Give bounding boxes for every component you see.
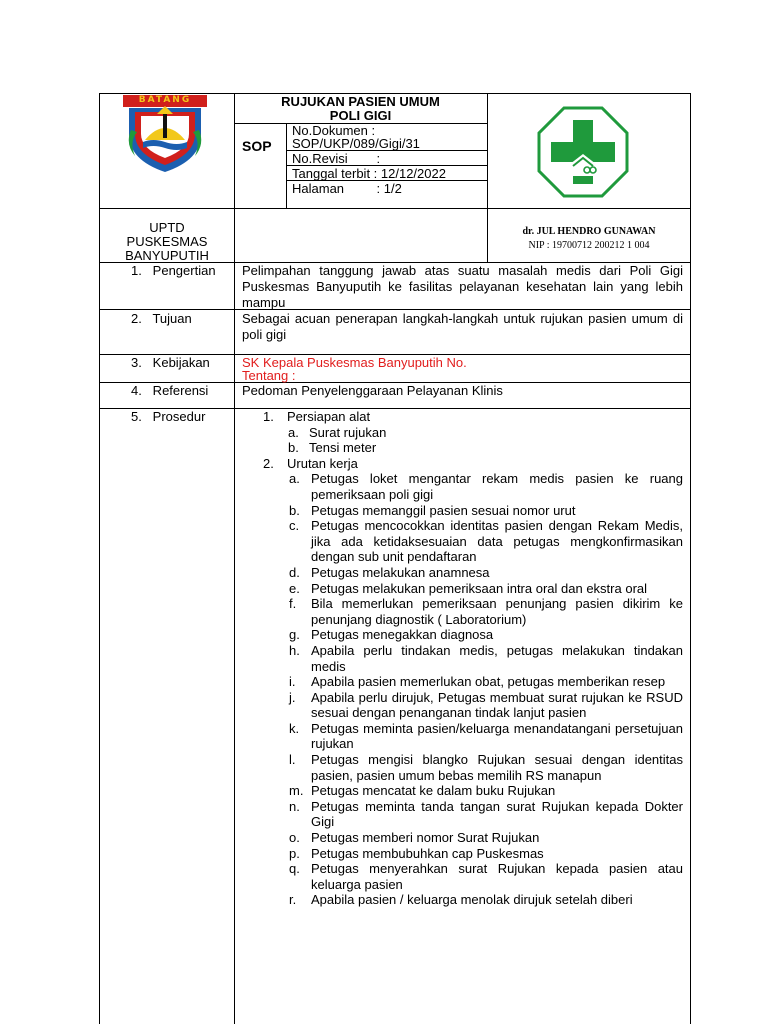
sub-item-text: Petugas mengisi blangko Rujukan sesuai dengan identitas pasien, pasien umum bebas memilih RS manapun — [311, 752, 683, 783]
procedure-sub-item — [263, 799, 683, 830]
text-tujuan: Sebagai acuan penerapan langkah-langkah untuk rujukan pasien umum di poli gigi — [242, 311, 683, 342]
line-under-logo — [99, 208, 235, 209]
doc-number-value: SOP/UKP/089/Gigi/31 — [292, 136, 420, 151]
procedure-sub-item — [263, 627, 683, 643]
sub-item-text: Petugas membubuhkan cap Puskesmas — [311, 845, 544, 861]
sub-item-text: Apabila pasien / keluarga menolak dirujuk setelah diberi — [311, 892, 633, 908]
sub-item-marker: k. — [289, 720, 300, 736]
sub-item-marker: b. — [289, 502, 300, 518]
text-referensi: Pedoman Penyelenggaraan Pelayanan Klinis — [242, 383, 503, 398]
logo-banner-text: BATANG — [138, 95, 192, 105]
sub-item-marker: d. — [289, 564, 300, 580]
sub-item-marker: f. — [289, 596, 297, 612]
sub-item-marker: j. — [289, 689, 296, 705]
label-tujuan: 2. Tujuan — [131, 311, 192, 326]
procedure-sub-item — [263, 440, 683, 456]
procedure-sub-item — [263, 643, 683, 674]
sub-item-marker: p. — [289, 845, 300, 861]
step-label: Urutan kerja — [287, 455, 358, 471]
text-pengertian: Pelimpahan tanggung jawab atas suatu masalah medis dari Poli Gigi Puskesmas Banyuputih ke fasilitas pelayanan kesehatan lain yang lebih mampu — [242, 263, 683, 310]
procedure-sub-item — [263, 425, 683, 441]
step-marker: 1. — [263, 409, 274, 424]
sub-item-text: Petugas mencocokkan identitas pasien dengan Rekam Medis, jika ada ketidaksesuaian data petugas mengkonfirmasikan dengan sub unit pendaftaran — [311, 518, 683, 565]
sop-label: SOP — [242, 138, 272, 154]
step1-items — [263, 425, 683, 456]
sub-item-marker: e. — [289, 580, 300, 596]
sub-item-text: Petugas memberi nomor Surat Rujukan — [311, 830, 540, 846]
procedure-sub-item — [263, 690, 683, 721]
sub-item-text: Surat rujukan — [309, 424, 387, 440]
sub-item-text: Apabila perlu dirujuk, Petugas membuat surat rujukan ke RSUD sesuai dengan penanganan tindak lanjut pasien — [311, 689, 683, 721]
divider-sop — [286, 123, 287, 208]
institution-line1: UPTD — [149, 220, 185, 235]
sub-item-marker: l. — [289, 752, 296, 768]
label-prosedur: 5. Prosedur — [131, 409, 206, 424]
sub-item-text: Apabila pasien memerlukan obat, petugas memberikan resep — [311, 674, 666, 690]
procedure-list — [263, 409, 683, 908]
revision-number: No.Revisi : — [292, 151, 381, 166]
page-number: Halaman : 1/2 — [292, 181, 402, 196]
sub-item-text: Tensi meter — [309, 440, 377, 456]
sub-item-text: Petugas loket mengantar rekam medis pasien ke ruang pemeriksaan poli gigi — [311, 471, 683, 502]
procedure-sub-item — [263, 783, 683, 799]
sub-item-text: Petugas menyerahkan surat Rujukan kepada pasien atau keluarga pasien — [311, 861, 683, 892]
text-kebijakan-line1: SK Kepala Puskesmas Banyuputih No. — [242, 355, 467, 370]
procedure-sub-item — [263, 503, 683, 519]
sub-item-text: Petugas melakukan anamnesa — [311, 564, 490, 580]
sub-item-text: Petugas mencatat ke dalam buku Rujukan — [311, 783, 556, 799]
procedure-sub-item — [263, 518, 683, 565]
line-under-halaman — [234, 208, 487, 209]
sub-item-text: Petugas menegakkan diagnosa — [311, 627, 494, 643]
procedure-step-2 — [263, 456, 683, 472]
step2-items — [263, 471, 683, 908]
doc-title-line1: RUJUKAN PASIEN UMUM — [281, 94, 440, 109]
procedure-sub-item — [263, 892, 683, 908]
sub-item-text: Petugas meminta pasien/keluarga menandatangani persetujuan rujukan — [311, 720, 683, 752]
sub-item-marker: q. — [289, 861, 300, 877]
sub-item-marker: h. — [289, 642, 300, 658]
label-kebijakan: 3. Kebijakan — [131, 355, 210, 370]
sub-item-marker: o. — [289, 830, 300, 846]
signer-nip: NIP : 19700712 200212 1 004 — [528, 240, 650, 251]
sub-item-marker: b. — [288, 440, 299, 456]
procedure-sub-item — [263, 581, 683, 597]
step-marker: 2. — [263, 455, 274, 471]
border-right — [690, 93, 691, 1024]
issue-date: Tanggal terbit : 12/12/2022 — [292, 166, 446, 181]
procedure-sub-item — [263, 752, 683, 783]
procedure-sub-item — [263, 861, 683, 892]
divider-column — [234, 93, 235, 1024]
procedure-sub-item — [263, 846, 683, 862]
sub-item-marker: c. — [289, 518, 300, 534]
text-kebijakan-line2: Tentang : — [242, 368, 296, 383]
procedure-sub-item — [263, 830, 683, 846]
procedure-sub-item — [263, 721, 683, 752]
sub-item-marker: a. — [288, 424, 299, 440]
sub-item-text: Bila memerlukan pemeriksaan penunjang pasien dikirim ke penunjang diagnostik ( Laboratorium) — [311, 596, 683, 627]
sub-item-marker: r. — [289, 892, 297, 908]
doc-title-line2: POLI GIGI — [329, 108, 392, 123]
procedure-sub-item — [263, 471, 683, 502]
line-under-right-logo — [487, 208, 691, 209]
sub-item-text: Petugas meminta tanda tangan surat Rujukan kepada Dokter Gigi — [311, 798, 683, 830]
sub-item-marker: m. — [289, 783, 304, 799]
sub-item-text: Petugas melakukan pemeriksaan intra oral dan ekstra oral — [311, 580, 648, 596]
sub-item-marker: n. — [289, 798, 300, 814]
label-pengertian: 1. Pengertian — [131, 263, 216, 278]
sub-item-marker: i. — [289, 674, 296, 690]
sub-item-marker: g. — [289, 627, 300, 643]
batang-regency-logo — [121, 94, 209, 174]
puskesmas-logo — [537, 106, 629, 198]
doc-number-label: No.Dokumen : — [292, 123, 376, 138]
label-referensi: 4. Referensi — [131, 383, 209, 398]
procedure-sub-item — [263, 596, 683, 627]
procedure-sub-item — [263, 674, 683, 690]
sub-item-text: Petugas memanggil pasien sesuai nomor urut — [311, 502, 576, 518]
sub-item-text: Apabila perlu tindakan medis, petugas melakukan tindakan medis — [311, 642, 683, 674]
sub-item-marker: a. — [289, 471, 300, 487]
signer-name: dr. JUL HENDRO GUNAWAN — [522, 226, 656, 237]
institution-line2: PUSKESMAS — [126, 234, 208, 249]
procedure-sub-item — [263, 565, 683, 581]
procedure-step-1 — [263, 409, 683, 425]
institution-line3: BANYUPUTIH — [125, 248, 209, 263]
step-label: Persiapan alat — [287, 409, 371, 424]
